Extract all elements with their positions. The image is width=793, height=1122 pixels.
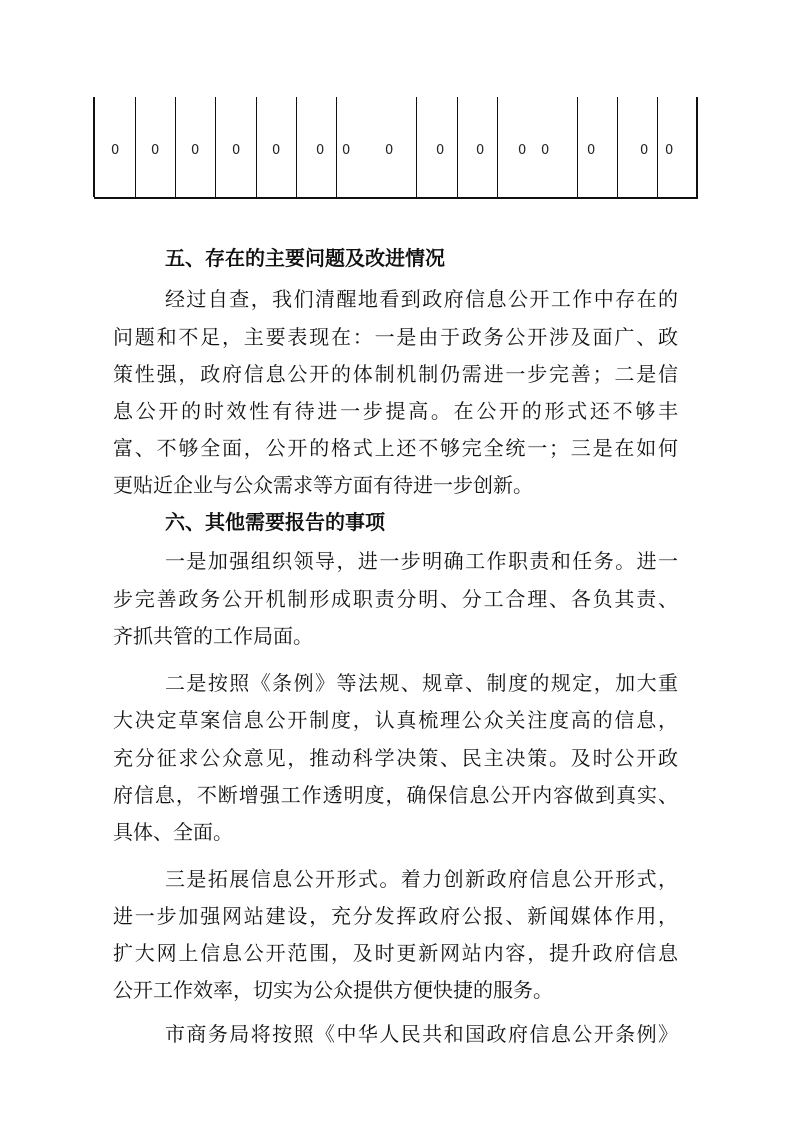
table-cell: 0	[518, 143, 527, 158]
table-column-line	[416, 97, 417, 197]
paragraph-line: 策性强，政府信息公开的体制机制仍需进一步完善；二是信	[113, 362, 678, 386]
table-column-line	[215, 97, 216, 197]
table-column-line	[457, 97, 458, 197]
table-cell: 0	[436, 143, 445, 158]
table-cell: 0	[111, 143, 120, 158]
table-cell: 0	[191, 143, 200, 158]
paragraph-line: 二是按照《条例》等法规、规章、制度的规定，加大重	[165, 671, 678, 695]
table-column-line	[657, 97, 658, 197]
section-heading-problems: 五、存在的主要问题及改进情况	[165, 246, 445, 270]
paragraph-line: 三是拓展信息公开形式。着力创新政府信息公开形式，	[165, 867, 678, 891]
table-cell: 0	[151, 143, 160, 158]
paragraph-line: 问题和不足，主要表现在：一是由于政务公开涉及面广、政	[113, 325, 678, 349]
paragraph-line: 齐抓共管的工作局面。	[113, 624, 313, 648]
table-column-line	[256, 97, 257, 197]
paragraph-line: 府信息，不断增强工作透明度，确保信息公开内容做到真实、	[113, 783, 678, 807]
table-cell: 0	[541, 143, 550, 158]
table-cell: 0	[232, 143, 241, 158]
table-column-line	[577, 97, 578, 197]
table-cell: 0	[316, 143, 325, 158]
statistics-table-fragment	[94, 97, 698, 199]
table-cell: 0	[640, 143, 649, 158]
paragraph-line: 息公开的时效性有待进一步提高。在公开的形式还不够丰	[113, 399, 678, 423]
table-column-line	[497, 97, 498, 197]
table-column-line	[617, 97, 618, 197]
paragraph-line: 一是加强组织领导，进一步明确工作职责和任务。进一	[165, 549, 678, 573]
paragraph-line: 充分征求公众意见，推动科学决策、民主决策。及时公开政	[113, 746, 678, 770]
paragraph-line: 经过自查，我们清醒地看到政府信息公开工作中存在的	[165, 287, 678, 311]
table-cell: 0	[665, 143, 674, 158]
table-column-line	[175, 97, 176, 197]
paragraph-line: 市商务局将按照《中华人民共和国政府信息公开条例》	[165, 1022, 678, 1046]
paragraph-line: 大决定草案信息公开制度，认真梳理公众关注度高的信息，	[113, 708, 678, 732]
paragraph-line: 扩大网上信息公开范围，及时更新网站内容，提升政府信息	[113, 941, 678, 965]
table-column-line	[135, 97, 136, 197]
paragraph-line: 进一步加强网站建设，充分发挥政府公报、新闻媒体作用，	[113, 904, 678, 928]
table-border-line	[93, 97, 95, 197]
table-cell: 0	[587, 143, 596, 158]
table-column-line	[296, 97, 297, 197]
table-cell: 0	[385, 143, 394, 158]
table-column-line	[336, 97, 337, 197]
table-cell: 0	[476, 143, 485, 158]
table-cell: 0	[272, 143, 281, 158]
paragraph-line: 富、不够全面，公开的格式上还不够完全统一；三是在如何	[113, 436, 678, 460]
table-border-line	[696, 97, 698, 197]
paragraph-line: 公开工作效率，切实为公众提供方便快捷的服务。	[113, 978, 553, 1002]
paragraph-line: 具体、全面。	[113, 820, 233, 844]
section-heading-other-matters: 六、其他需要报告的事项	[165, 510, 385, 534]
table-cell: 0	[342, 143, 351, 158]
paragraph-line: 步完善政务公开机制形成职责分明、分工合理、各负其责、	[113, 587, 678, 611]
paragraph-line: 更贴近企业与公众需求等方面有待进一步创新。	[113, 473, 533, 497]
